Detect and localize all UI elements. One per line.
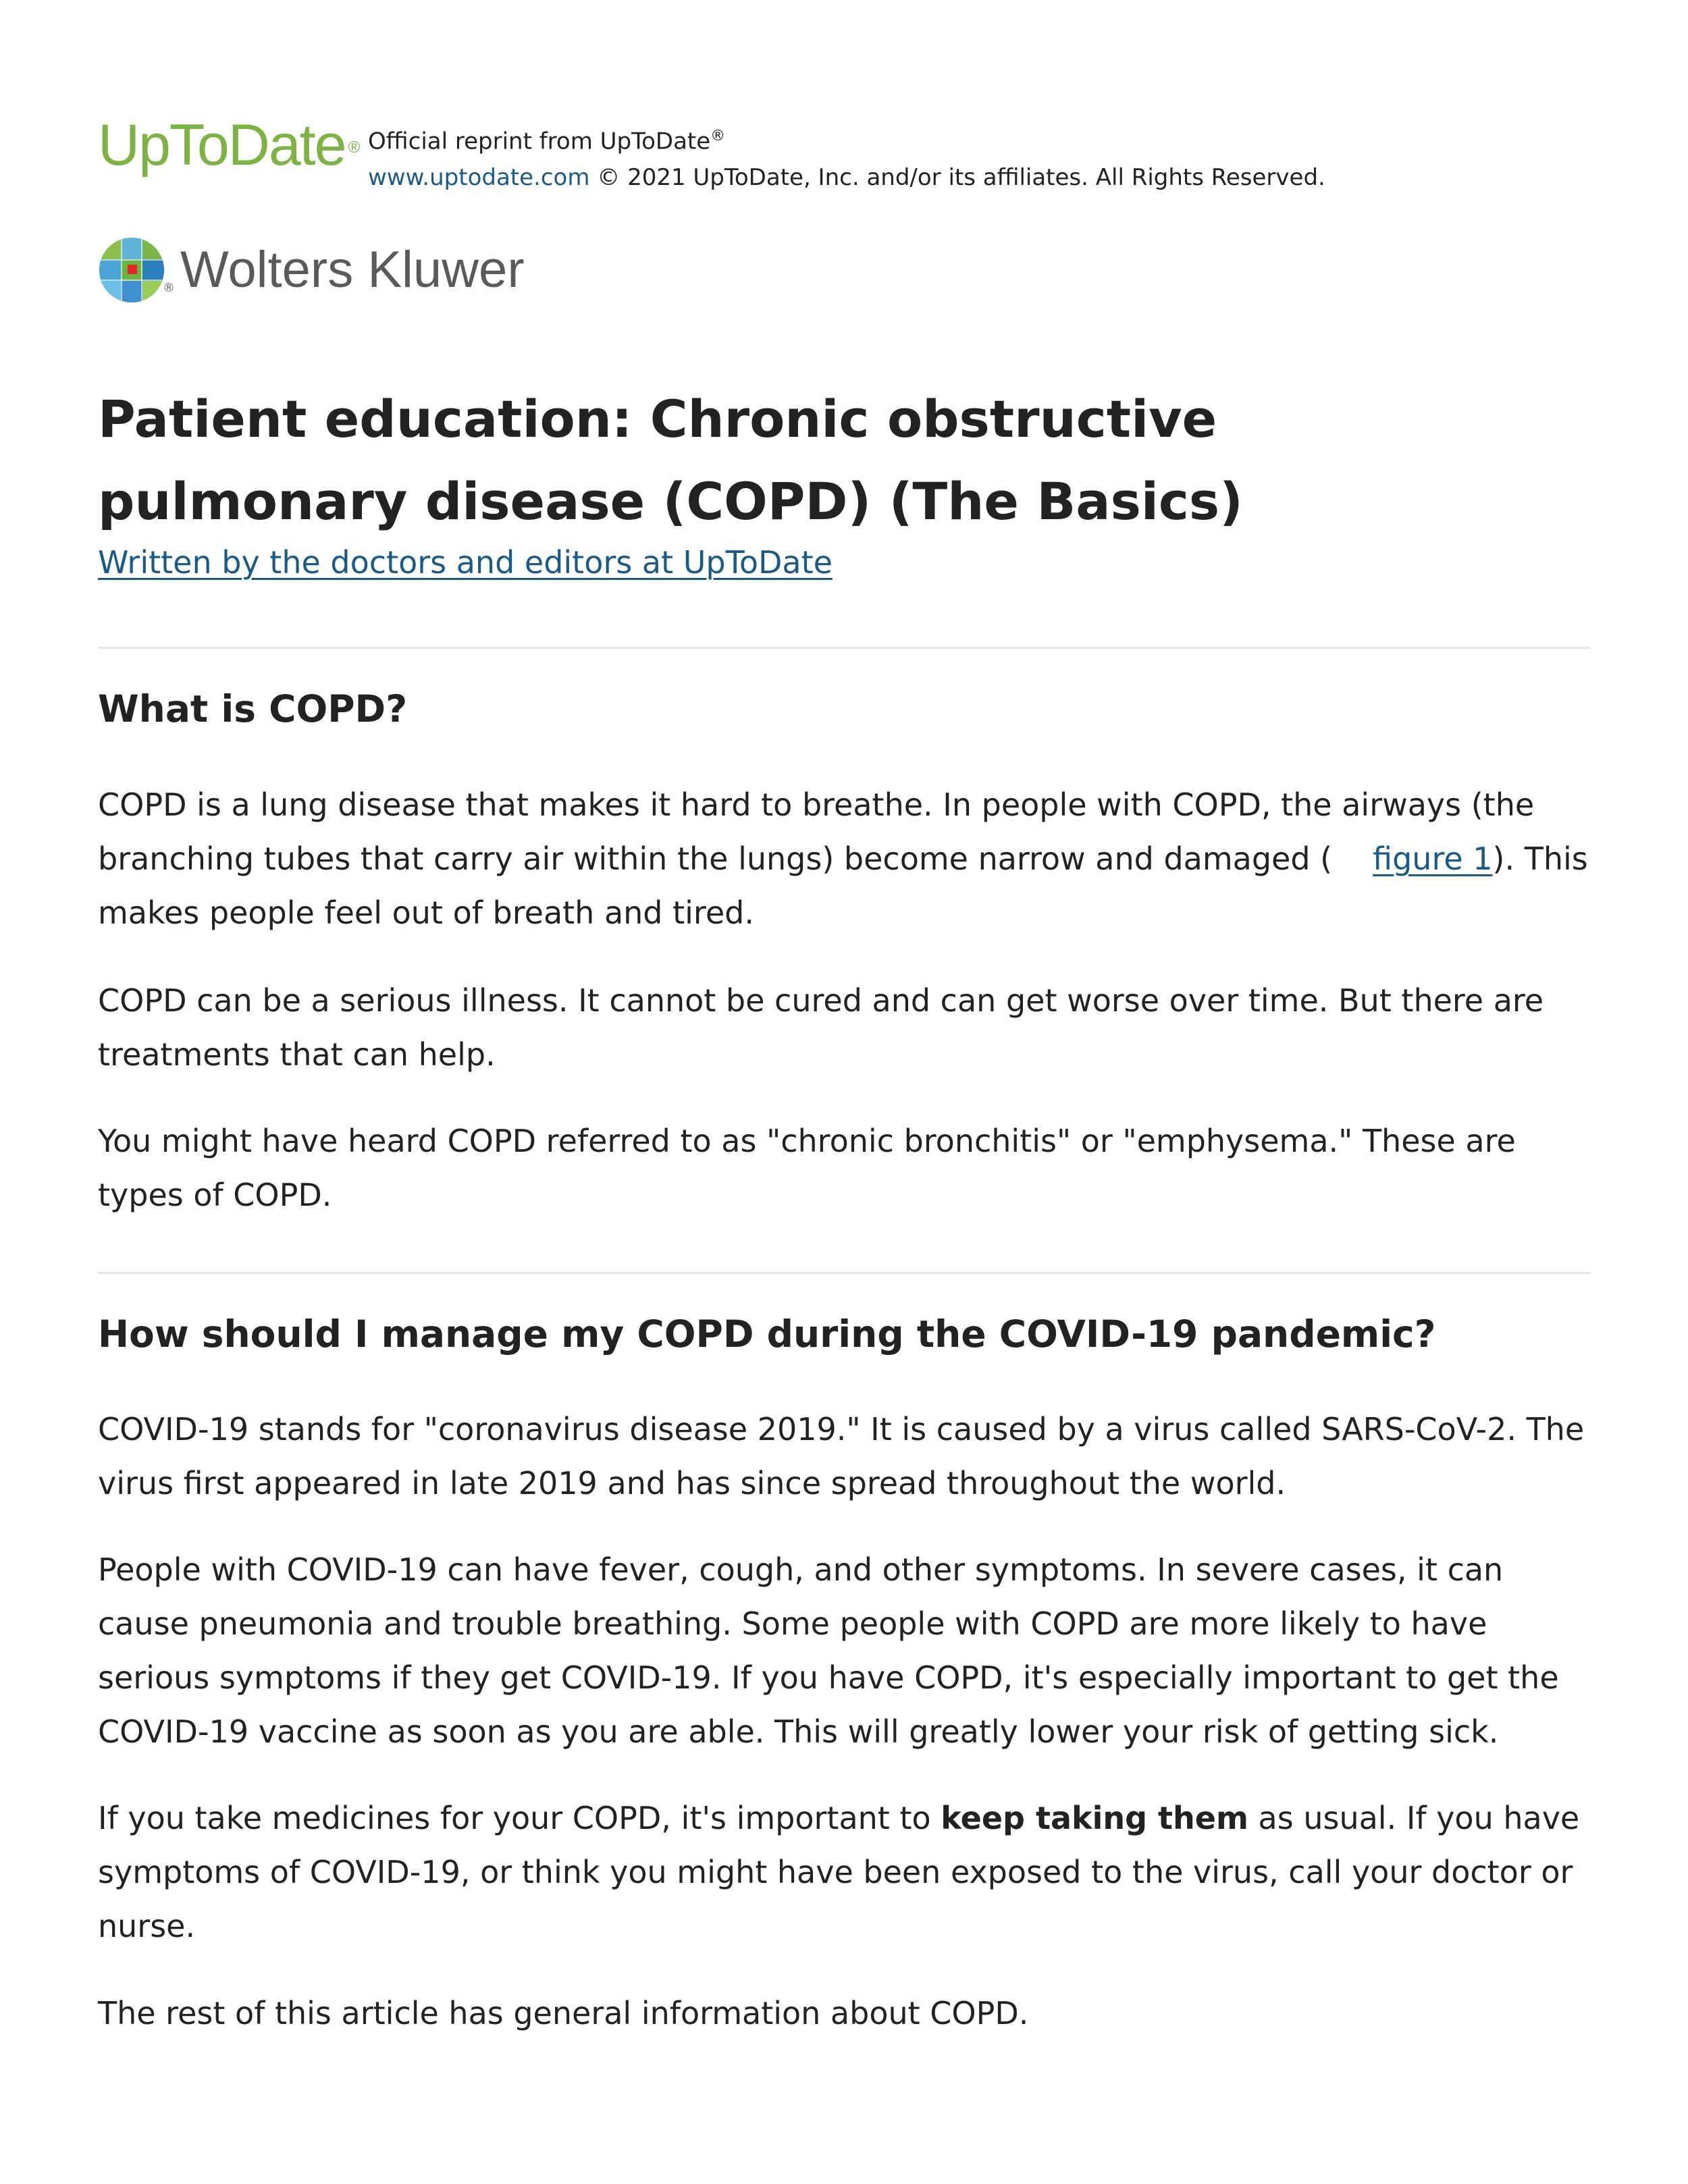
reprint-registered: ®	[710, 128, 726, 144]
section-divider	[98, 1272, 1590, 1274]
copyright-line	[368, 159, 1325, 196]
paragraph-copd-definition	[98, 778, 1590, 940]
uptodate-logo	[98, 111, 359, 179]
paragraph-copd-serious: COPD can be a serious illness. It cannot be cured and can get worse over time. But there are treatments that can help.	[98, 982, 1544, 1073]
paragraph-text: COPD is a lung disease that makes it hard to breathe. In people with COPD, the airways (the branching tubes that carry air within the lungs) become narrow and damaged (	[98, 787, 1535, 877]
reprint-line	[368, 118, 1325, 159]
paragraph-copd-types: You might have heard COPD referred to as "chronic bronchitis" or "emphysema." These are types of COPD.	[98, 1123, 1516, 1213]
byline-link[interactable]: Written by the doctors and editors at UpToDate	[98, 544, 833, 581]
reprint-notice	[368, 118, 1325, 196]
paragraph-text: as usual. If you have symptoms of COVID-19, or think you might have been exposed to the virus, call your doctor or nurse.	[98, 1800, 1580, 1944]
wolters-kluwer-wordmark: Wolters Kluwer	[180, 241, 525, 298]
page-title: Patient education: Chronic obstructive pulmonary disease (COPD) (The Basics)	[98, 389, 1243, 531]
section-heading-what-is-copd: What is COPD?	[98, 687, 408, 730]
uptodate-logo-text: UpToDate	[98, 113, 346, 178]
reprint-text: Official reprint from UpToDate	[368, 128, 711, 155]
copyright-text: © 2021 UpToDate, Inc. and/or its affiliates. All Rights Reserved.	[589, 164, 1325, 192]
paragraph-rest-of-article: The rest of this article has general information about COPD.	[98, 1995, 1029, 2031]
emphasis-text: keep taking them	[941, 1800, 1248, 1836]
wolters-kluwer-mark-icon	[98, 236, 165, 304]
paragraph-text: If you take medicines for your COPD, it's important to	[98, 1800, 941, 1836]
uptodate-logo-registered: ®	[348, 138, 359, 157]
section-heading-covid-management: How should I manage my COPD during the COVID-19 pandemic?	[98, 1312, 1436, 1356]
paragraph-text: ). This makes people feel out of breath and tired.	[98, 841, 1588, 931]
section-divider	[98, 647, 1590, 649]
uptodate-site-link[interactable]: www.uptodate.com	[368, 164, 590, 192]
paragraph-covid-symptoms: People with COVID-19 can have fever, cough, and other symptoms. In severe cases, it can cause pneumonia and trouble breathing. Some people with COPD are more likely to have serious symptoms if they get COVID-19. If you have COPD, it's especially important to get the COVID-19 vaccine as soon as you are able. This will greatly lower your risk of getting sick.	[98, 1551, 1559, 1750]
wolters-kluwer-registered: ®	[163, 281, 175, 295]
reprint-header	[98, 111, 1590, 192]
paragraph-covid-definition: COVID-19 stands for "coronavirus disease 2019." It is caused by a virus called SARS-CoV-2. The virus first appeared in late 2019 and has since spread throughout the world.	[98, 1411, 1585, 1501]
figure-1-link[interactable]: figure 1	[1373, 841, 1493, 877]
paragraph-covid-medicines	[98, 1791, 1590, 1953]
